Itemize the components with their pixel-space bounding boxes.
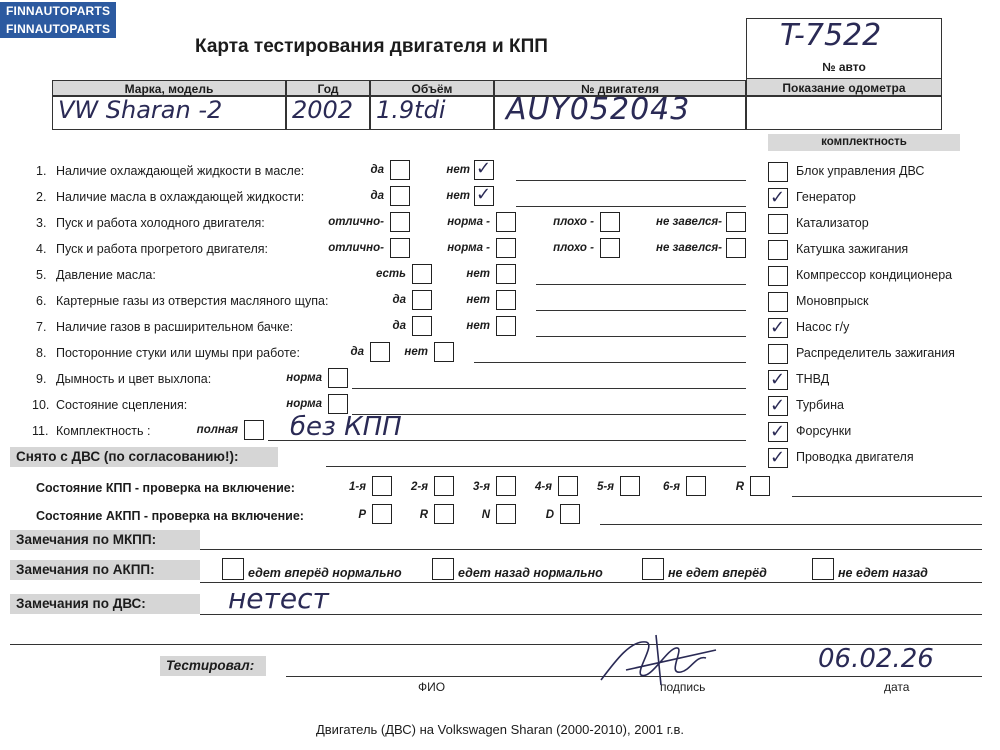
option-yes: да (392, 320, 406, 332)
checkbox-present[interactable] (412, 264, 432, 284)
volume-handwritten: 1.9tdi (376, 96, 446, 124)
answer-line (600, 524, 982, 525)
question-number: 11. (32, 424, 49, 438)
kpp-gear-checkbox[interactable] (750, 476, 770, 496)
odometer-value-cell (746, 96, 942, 130)
kpp-gear-label: R (735, 481, 744, 493)
completeness-item-label: Форсунки (796, 424, 852, 438)
checkbox-yes[interactable] (390, 160, 410, 180)
handwritten-check-icon: ✓ (476, 184, 492, 205)
checkbox-normal[interactable] (328, 368, 348, 388)
header-label-volume: Объём (370, 80, 494, 96)
option-normal: норма - (447, 216, 490, 228)
completeness-checkbox[interactable] (768, 344, 788, 364)
completeness-checkbox[interactable] (768, 214, 788, 234)
watermark-logo: FINNAUTOPARTS (0, 2, 116, 20)
answer-line (326, 466, 746, 467)
odometer-label: Показание одометра (746, 78, 942, 96)
checkbox-yes[interactable] (412, 290, 432, 310)
checkbox-normal[interactable] (328, 394, 348, 414)
header-label-year: Год (286, 80, 370, 96)
question-number: 1. (36, 164, 47, 178)
checkbox-drives-forward[interactable] (222, 558, 244, 580)
question-number: 2. (36, 190, 47, 204)
handwritten-check-icon: ✓ (770, 187, 786, 208)
completeness-item-label: Катушка зажигания (796, 242, 909, 256)
kpp-gear-checkbox[interactable] (496, 476, 516, 496)
option-bad: плохо - (553, 242, 594, 254)
question-number: 5. (36, 268, 47, 282)
kpp-gear-label: 1-я (349, 481, 366, 493)
handwritten-check-icon: ✓ (770, 421, 786, 442)
akpp-gear-label: D (545, 509, 554, 521)
auto-number-handwritten: T-7522 (780, 18, 882, 53)
answer-line (352, 388, 746, 389)
signature-label: подпись (660, 680, 706, 694)
kpp-gear-label: 5-я (597, 481, 614, 493)
checkbox-normal[interactable] (496, 212, 516, 232)
option-not-started: не завелся- (656, 216, 722, 228)
question-number: 9. (36, 372, 47, 386)
option-yes: да (392, 294, 406, 306)
checkbox-not-forward[interactable] (642, 558, 664, 580)
kpp-label: Состояние КПП - проверка на включение: (36, 481, 295, 495)
question-number: 3. (36, 216, 47, 230)
completeness-item-label: Насос г/у (796, 320, 850, 334)
option-yes: да (370, 190, 384, 202)
completeness-item-label: ТНВД (796, 372, 830, 386)
option-not-backward: не едет назад (838, 566, 928, 580)
completeness-header: комплектность (768, 134, 960, 151)
completeness-item-label: Турбина (796, 398, 844, 412)
option-excellent: отлично- (328, 242, 384, 254)
completeness-checkbox[interactable] (768, 266, 788, 286)
akpp-label: Состояние АКПП - проверка на включение: (36, 509, 304, 523)
question-text: Наличие масла в охлаждающей жидкости: (56, 190, 305, 204)
question-number: 10. (32, 398, 50, 412)
option-no: нет (466, 268, 490, 280)
checkbox-not-started[interactable] (726, 238, 746, 258)
signature-scribble (596, 630, 726, 690)
header-label-engine-number: № двигателя (494, 80, 746, 96)
kpp-gear-label: 3-я (473, 481, 490, 493)
handwritten-check-icon: ✓ (770, 317, 786, 338)
question-text: Дымность и цвет выхлопа: (56, 372, 212, 386)
kpp-gear-checkbox[interactable] (434, 476, 454, 496)
checkbox-no[interactable] (434, 342, 454, 362)
removed-label: Снято с ДВС (по согласованию!): (16, 449, 239, 464)
question-text: Картерные газы из отверстия масляного щупа: (56, 294, 329, 308)
answer-line (352, 414, 746, 415)
question-text: Пуск и работа холодного двигателя: (56, 216, 265, 230)
checkbox-yes[interactable] (390, 186, 410, 206)
fio-label: ФИО (418, 680, 446, 694)
option-yes: да (370, 164, 384, 176)
option-yes: да (350, 346, 364, 358)
answer-line (792, 496, 982, 497)
checkbox-drives-backward[interactable] (432, 558, 454, 580)
answer-line (516, 206, 746, 207)
completeness-item-label: Компрессор кондиционера (796, 268, 953, 282)
question-text: Состояние сцепления: (56, 398, 188, 412)
model-handwritten: VW Sharan -2 (58, 96, 223, 124)
date-label: дата (884, 680, 910, 694)
checkbox-no[interactable] (496, 316, 516, 336)
checkbox-yes[interactable] (412, 316, 432, 336)
option-drives-forward: едет вперёд нормально (248, 566, 402, 580)
option-no: нет (446, 190, 470, 202)
akpp-gear-label: R (419, 509, 428, 521)
question-number: 4. (36, 242, 47, 256)
checkbox-bad[interactable] (600, 238, 620, 258)
header-label-model: Марка, модель (52, 80, 286, 96)
question-text: Пуск и работа прогретого двигателя: (56, 242, 268, 256)
kpp-gear-checkbox[interactable] (558, 476, 578, 496)
kpp-gear-checkbox[interactable] (620, 476, 640, 496)
remarks-dvs-handwritten: нетест (228, 582, 329, 615)
handwritten-check-icon: ✓ (770, 447, 786, 468)
handwritten-check-icon: ✓ (770, 369, 786, 390)
question-text: Наличие охлаждающей жидкости в масле: (56, 164, 305, 178)
completeness-item-label: Блок управления ДВС (796, 164, 925, 178)
option-full: полная (196, 424, 238, 436)
option-not-started: не завелся- (656, 242, 722, 254)
option-normal: норма (286, 372, 322, 384)
option-no: нет (466, 320, 490, 332)
answer-line (268, 440, 746, 441)
q11-handwritten: без КПП (290, 412, 402, 442)
question-number: 7. (36, 320, 47, 334)
kpp-gear-checkbox[interactable] (372, 476, 392, 496)
answer-line (200, 614, 982, 615)
option-excellent: отлично- (328, 216, 384, 228)
completeness-item-label: Генератор (796, 190, 856, 204)
akpp-gear-label: N (481, 509, 490, 521)
caption: Двигатель (ДВС) на Volkswagen Sharan (2000-2010), 2001 г.в. (315, 722, 685, 737)
completeness-item-label: Проводка двигателя (796, 450, 914, 464)
tested-label: Тестировал: (166, 658, 255, 673)
question-text: Давление масла: (56, 268, 156, 282)
question-number: 6. (36, 294, 47, 308)
option-drives-backward: едет назад нормально (458, 566, 603, 580)
option-bad: плохо - (553, 216, 594, 228)
option-not-forward: не едет вперёд (668, 566, 767, 580)
checkbox-excellent[interactable] (390, 212, 410, 232)
date-handwritten: 06.02.26 (818, 644, 934, 674)
option-normal: норма - (447, 242, 490, 254)
option-no: нет (466, 294, 490, 306)
question-text: Посторонние стуки или шумы при работе: (56, 346, 300, 360)
handwritten-check-icon: ✓ (770, 395, 786, 416)
checkbox-no[interactable] (496, 290, 516, 310)
akpp-gear-checkbox[interactable] (434, 504, 454, 524)
checkbox-normal[interactable] (496, 238, 516, 258)
auto-number-label: № авто (822, 60, 866, 74)
completeness-item-label: Моновпрыск (796, 294, 869, 308)
answer-line (536, 310, 746, 311)
remarks-mkpp-label: Замечания по МКПП: (16, 532, 157, 547)
remarks-dvs-label: Замечания по ДВС: (16, 596, 146, 611)
completeness-checkbox[interactable] (768, 292, 788, 312)
checkbox-excellent[interactable] (390, 238, 410, 258)
question-text: Комплектность : (56, 424, 151, 438)
handwritten-check-icon: ✓ (476, 158, 492, 179)
checkbox-not-backward[interactable] (812, 558, 834, 580)
answer-line (536, 336, 746, 337)
kpp-gear-label: 6-я (663, 481, 680, 493)
answer-line (516, 180, 746, 181)
checkbox-full[interactable] (244, 420, 264, 440)
remarks-akpp-label: Замечания по АКПП: (16, 562, 155, 577)
checkbox-not-started[interactable] (726, 212, 746, 232)
kpp-gear-label: 2-я (411, 481, 428, 493)
answer-line (536, 284, 746, 285)
question-number: 8. (36, 346, 47, 360)
checkbox-bad[interactable] (600, 212, 620, 232)
akpp-gear-checkbox[interactable] (372, 504, 392, 524)
completeness-item-label: Катализатор (796, 216, 869, 230)
completeness-checkbox[interactable] (768, 162, 788, 182)
answer-line (474, 362, 746, 363)
kpp-gear-label: 4-я (535, 481, 552, 493)
option-normal: норма (286, 398, 322, 410)
completeness-item-label: Распределитель зажигания (796, 346, 955, 360)
completeness-checkbox[interactable] (768, 240, 788, 260)
engine-number-handwritten: AUY052043 (506, 92, 691, 127)
year-handwritten: 2002 (292, 96, 354, 124)
akpp-gear-checkbox[interactable] (496, 504, 516, 524)
akpp-gear-label: P (358, 509, 366, 521)
answer-line (200, 549, 982, 550)
question-text: Наличие газов в расширительном бачке: (56, 320, 294, 334)
page-title: Карта тестирования двигателя и КПП (195, 36, 548, 57)
option-present: есть (376, 268, 406, 280)
option-no: нет (446, 164, 470, 176)
kpp-gear-checkbox[interactable] (686, 476, 706, 496)
checkbox-no[interactable] (496, 264, 516, 284)
watermark-logo: FINNAUTOPARTS (0, 20, 116, 38)
option-no: нет (404, 346, 428, 358)
akpp-gear-checkbox[interactable] (560, 504, 580, 524)
